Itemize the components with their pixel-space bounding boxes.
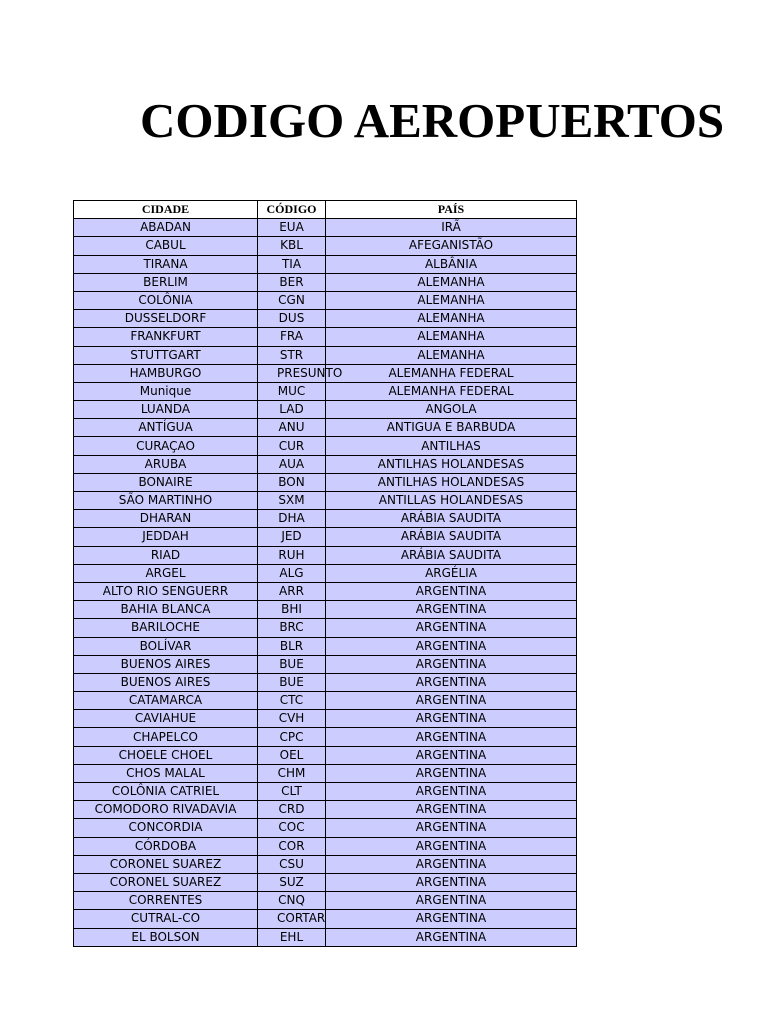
cell-country: ANGOLA	[326, 401, 577, 419]
cell-city: BONAIRE	[74, 473, 258, 491]
table-header-row	[74, 201, 577, 219]
table-row	[74, 255, 577, 273]
cell-country: ARÁBIA SAUDITA	[326, 528, 577, 546]
table-row	[74, 291, 577, 309]
table-row	[74, 637, 577, 655]
cell-code: EUA	[258, 219, 326, 237]
cell-code: STR	[258, 346, 326, 364]
cell-code: CPC	[258, 728, 326, 746]
cell-city: CURAÇAO	[74, 437, 258, 455]
cell-city: JEDDAH	[74, 528, 258, 546]
cell-city: CORONEL SUAREZ	[74, 855, 258, 873]
table-row	[74, 619, 577, 637]
cell-country: ALEMANHA	[326, 273, 577, 291]
cell-city: TIRANA	[74, 255, 258, 273]
cell-country: ANTILHAS HOLANDESAS	[326, 455, 577, 473]
cell-city: CHOS MALAL	[74, 764, 258, 782]
cell-city: STUTTGART	[74, 346, 258, 364]
cell-city: COLÔNIA	[74, 291, 258, 309]
cell-city: CHOELE CHOEL	[74, 746, 258, 764]
table-row	[74, 382, 577, 400]
table-row	[74, 764, 577, 782]
cell-country: ALEMANHA	[326, 346, 577, 364]
table-row	[74, 237, 577, 255]
cell-code: PRESUNTO	[258, 364, 326, 382]
cell-city: HAMBURGO	[74, 364, 258, 382]
cell-code: SXM	[258, 492, 326, 510]
cell-code: AUA	[258, 455, 326, 473]
cell-code: CNQ	[258, 892, 326, 910]
cell-city: CATAMARCA	[74, 692, 258, 710]
cell-city: ARUBA	[74, 455, 258, 473]
cell-city: Munique	[74, 382, 258, 400]
cell-code: ALG	[258, 564, 326, 582]
cell-code: ARR	[258, 582, 326, 600]
cell-code: CHM	[258, 764, 326, 782]
table-row	[74, 346, 577, 364]
cell-country: ARGÉLIA	[326, 564, 577, 582]
cell-country: ARGENTINA	[326, 601, 577, 619]
page-title: CODIGO AEROPUERTOS	[140, 93, 725, 148]
cell-country: ARGENTINA	[326, 928, 577, 946]
cell-city: COMODORO RIVADAVIA	[74, 801, 258, 819]
cell-code: DHA	[258, 510, 326, 528]
table-row	[74, 510, 577, 528]
table-row	[74, 910, 577, 928]
cell-code: EHL	[258, 928, 326, 946]
cell-city: CUTRAL-CO	[74, 910, 258, 928]
cell-code: OEL	[258, 746, 326, 764]
table-row	[74, 219, 577, 237]
cell-city: BERLIM	[74, 273, 258, 291]
table-row	[74, 801, 577, 819]
cell-country: ANTILLAS HOLANDESAS	[326, 492, 577, 510]
cell-country: ANTILHAS	[326, 437, 577, 455]
cell-code: BHI	[258, 601, 326, 619]
table-row	[74, 819, 577, 837]
cell-city: BUENOS AIRES	[74, 673, 258, 691]
cell-code: KBL	[258, 237, 326, 255]
table-row	[74, 273, 577, 291]
cell-city: CONCORDIA	[74, 819, 258, 837]
cell-city: ARGEL	[74, 564, 258, 582]
cell-country: AFEGANISTÃO	[326, 237, 577, 255]
airport-codes-table	[73, 200, 577, 947]
cell-country: ANTIGUA E BARBUDA	[326, 419, 577, 437]
cell-code: CUR	[258, 437, 326, 455]
table-row	[74, 473, 577, 491]
table-row	[74, 528, 577, 546]
cell-city: BAHIA BLANCA	[74, 601, 258, 619]
table-row	[74, 328, 577, 346]
table-row	[74, 601, 577, 619]
table-row	[74, 728, 577, 746]
table-row	[74, 837, 577, 855]
cell-city: ALTO RIO SENGUERR	[74, 582, 258, 600]
cell-city: FRANKFURT	[74, 328, 258, 346]
cell-city: CAVIAHUE	[74, 710, 258, 728]
cell-country: ALEMANHA	[326, 310, 577, 328]
table-row	[74, 746, 577, 764]
cell-country: ARGENTINA	[326, 692, 577, 710]
column-header-country: PAÍS	[326, 201, 577, 219]
cell-code: BRC	[258, 619, 326, 637]
cell-city: DUSSELDORF	[74, 310, 258, 328]
table-row	[74, 401, 577, 419]
cell-country: ARÁBIA SAUDITA	[326, 546, 577, 564]
cell-code: COC	[258, 819, 326, 837]
cell-country: ARGENTINA	[326, 728, 577, 746]
table-row	[74, 673, 577, 691]
table-row	[74, 783, 577, 801]
cell-country: ALEMANHA	[326, 291, 577, 309]
cell-code: CRD	[258, 801, 326, 819]
cell-code: BER	[258, 273, 326, 291]
cell-country: ALEMANHA	[326, 328, 577, 346]
cell-country: ARGENTINA	[326, 873, 577, 891]
cell-code: CGN	[258, 291, 326, 309]
cell-city: CORRENTES	[74, 892, 258, 910]
cell-code: CSU	[258, 855, 326, 873]
cell-code: CLT	[258, 783, 326, 801]
cell-city: RIAD	[74, 546, 258, 564]
table-row	[74, 928, 577, 946]
cell-country: ALBÂNIA	[326, 255, 577, 273]
cell-code: CVH	[258, 710, 326, 728]
table-row	[74, 492, 577, 510]
cell-city: CABUL	[74, 237, 258, 255]
table-row	[74, 546, 577, 564]
cell-country: ARGENTINA	[326, 855, 577, 873]
cell-code: COR	[258, 837, 326, 855]
column-header-code: CÓDIGO	[258, 201, 326, 219]
cell-country: ARGENTINA	[326, 801, 577, 819]
table-row	[74, 364, 577, 382]
table-row	[74, 310, 577, 328]
cell-code: BON	[258, 473, 326, 491]
cell-city: EL BOLSON	[74, 928, 258, 946]
cell-country: ARGENTINA	[326, 582, 577, 600]
cell-country: ARGENTINA	[326, 637, 577, 655]
cell-code: CTC	[258, 692, 326, 710]
cell-country: ARGENTINA	[326, 710, 577, 728]
cell-city: LUANDA	[74, 401, 258, 419]
cell-code: MUC	[258, 382, 326, 400]
table-row	[74, 873, 577, 891]
column-header-city: CIDADE	[74, 201, 258, 219]
cell-code: BLR	[258, 637, 326, 655]
cell-city: CÓRDOBA	[74, 837, 258, 855]
table-row	[74, 582, 577, 600]
table-row	[74, 692, 577, 710]
cell-country: ARGENTINA	[326, 619, 577, 637]
cell-city: ANTÍGUA	[74, 419, 258, 437]
cell-city: CORONEL SUAREZ	[74, 873, 258, 891]
cell-country: ARGENTINA	[326, 783, 577, 801]
table-row	[74, 419, 577, 437]
cell-code: ANU	[258, 419, 326, 437]
table-row	[74, 437, 577, 455]
cell-code: BUE	[258, 655, 326, 673]
cell-code: SUZ	[258, 873, 326, 891]
table-row	[74, 564, 577, 582]
cell-city: DHARAN	[74, 510, 258, 528]
table-row	[74, 892, 577, 910]
cell-country: ANTILHAS HOLANDESAS	[326, 473, 577, 491]
cell-country: ARGENTINA	[326, 746, 577, 764]
cell-country: ARGENTINA	[326, 673, 577, 691]
cell-country: ALEMANHA FEDERAL	[326, 382, 577, 400]
cell-city: CHAPELCO	[74, 728, 258, 746]
cell-city: SÃO MARTINHO	[74, 492, 258, 510]
cell-code: CORTAR	[258, 910, 326, 928]
cell-country: ARGENTINA	[326, 837, 577, 855]
cell-city: COLÔNIA CATRIEL	[74, 783, 258, 801]
cell-country: ARÁBIA SAUDITA	[326, 510, 577, 528]
table-row	[74, 455, 577, 473]
cell-country: IRÃ	[326, 219, 577, 237]
cell-country: ARGENTINA	[326, 819, 577, 837]
cell-city: BUENOS AIRES	[74, 655, 258, 673]
cell-code: JED	[258, 528, 326, 546]
cell-country: ALEMANHA FEDERAL	[326, 364, 577, 382]
cell-code: BUE	[258, 673, 326, 691]
cell-code: DUS	[258, 310, 326, 328]
table-row	[74, 855, 577, 873]
cell-country: ARGENTINA	[326, 910, 577, 928]
cell-code: RUH	[258, 546, 326, 564]
cell-country: ARGENTINA	[326, 655, 577, 673]
table-row	[74, 655, 577, 673]
cell-country: ARGENTINA	[326, 892, 577, 910]
cell-city: BARILOCHE	[74, 619, 258, 637]
cell-code: FRA	[258, 328, 326, 346]
table-row	[74, 710, 577, 728]
cell-code: LAD	[258, 401, 326, 419]
cell-country: ARGENTINA	[326, 764, 577, 782]
cell-city: BOLÍVAR	[74, 637, 258, 655]
cell-code: TIA	[258, 255, 326, 273]
cell-city: ABADAN	[74, 219, 258, 237]
